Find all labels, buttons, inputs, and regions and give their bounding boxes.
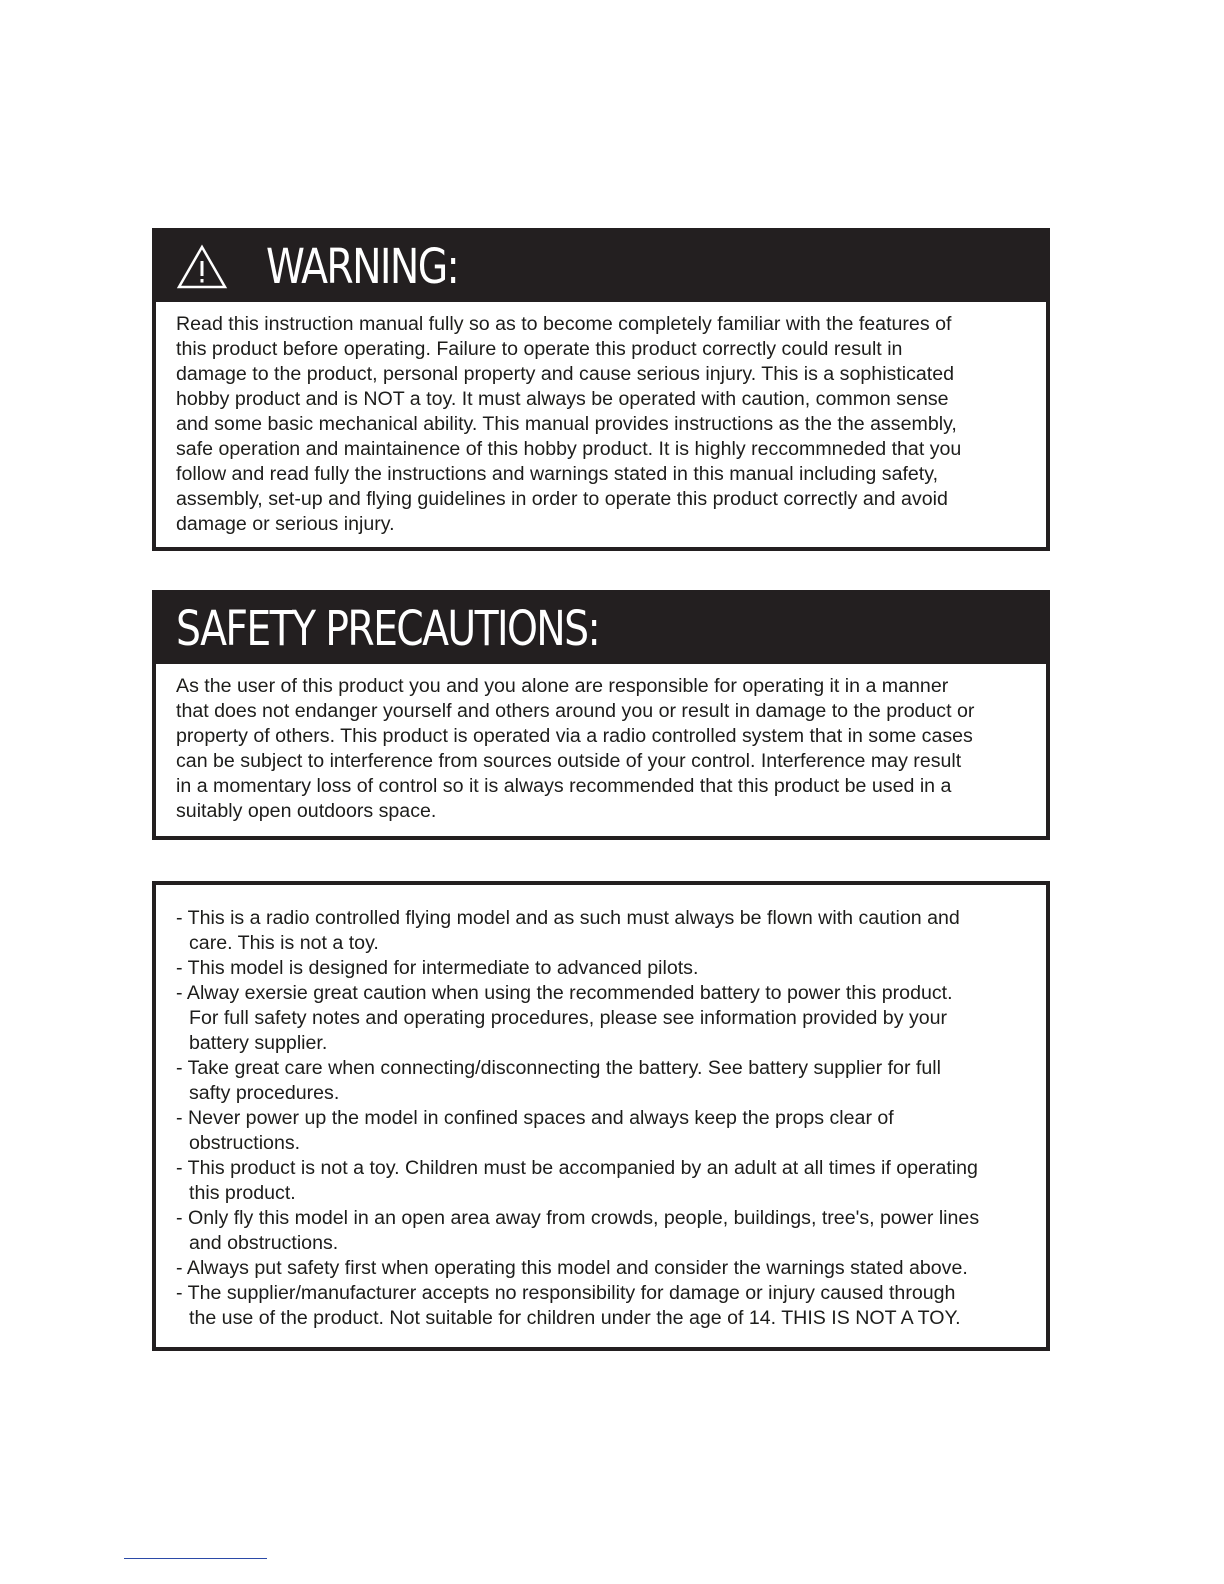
list-item [176,1281,1028,1331]
list-item [176,1206,1028,1256]
list-item [176,981,1028,1056]
list-item-line: and obstructions. [189,1232,339,1254]
list-item-line: - Always put safety first when operating this model and consider the warnings stated above. [176,1257,968,1279]
text-line: damage to the product, personal property and cause serious injury. This is a sophisticated [176,363,955,385]
safety-header [156,594,1046,664]
text-line: follow and read fully the instructions and warnings stated in this manual including safety, [176,463,939,485]
safety-title: SAFETY PRECAUTIONS: [176,601,600,657]
safety-body [156,664,1046,836]
text-line: in a momentary loss of control so it is always recommended that this product be used in a [176,775,952,797]
list-item-line: - Only fly this model in an open area away from crowds, people, buildings, tree's, power lines [176,1207,980,1229]
list-item-line: - Alway exersie great caution when using the recommended battery to power this product. [176,982,953,1004]
list-item-line: - The supplier/manufacturer accepts no responsibility for damage or injury caused through [176,1282,956,1304]
text-line: suitably open outdoors space. [176,800,437,822]
safety-precautions-box [152,590,1050,840]
precautions-list-box [152,881,1050,1351]
text-line: property of others. This product is operated via a radio controlled system that in some cases [176,725,973,747]
list-item-line: - This model is designed for intermediate to advanced pilots. [176,957,699,979]
list-item [176,956,1028,981]
text-line: assembly, set-up and flying guidelines in order to operate this product correctly and avoid [176,488,948,510]
warning-title: WARNING: [266,239,459,295]
list-item-line: battery supplier. [189,1032,328,1054]
list-item-line: this product. [189,1182,296,1204]
text-line: hobby product and is NOT a toy. It must always be operated with caution, common sense [176,388,949,410]
list-item [176,1256,1028,1281]
warning-box [152,228,1050,551]
list-item-line: - This product is not a toy. Children must be accompanied by an adult at all times if operating [176,1157,978,1179]
text-line: safe operation and maintainence of this hobby product. It is highly reccommneded that you [176,438,962,460]
text-line: this product before operating. Failure to operate this product correctly could result in [176,338,903,360]
list-item-line: obstructions. [189,1132,301,1154]
text-line: that does not endanger yourself and others around you or result in damage to the product or [176,700,975,722]
list-item-line: safty procedures. [189,1082,340,1104]
list-item [176,1106,1028,1156]
text-line: As the user of this product you and you alone are responsible for operating it in a manner [176,675,949,697]
list-item-line: - Take great care when connecting/disconnecting the battery. See battery supplier for full [176,1057,941,1079]
list-item [176,906,1028,956]
list-item [176,1156,1028,1206]
list-item-line: the use of the product. Not suitable for children under the age of 14. THIS IS NOT A TOY. [189,1307,961,1329]
text-line: and some basic mechanical ability. This manual provides instructions as the the assembly, [176,413,957,435]
text-line: can be subject to interference from sources outside of your control. Interference may result [176,750,962,772]
precautions-list [156,885,1046,1343]
warning-header [156,232,1046,302]
text-line: damage or serious injury. [176,513,395,535]
footer-rule [124,1558,267,1559]
list-item-line: care. This is not a toy. [189,932,379,954]
warning-triangle-icon [176,244,228,290]
list-item-line: For full safety notes and operating procedures, please see information provided by your [189,1007,948,1029]
text-line: Read this instruction manual fully so as to become completely familiar with the features of [176,313,952,335]
warning-body [156,302,1046,549]
list-item-line: - This is a radio controlled flying model and as such must always be flown with caution and [176,907,960,929]
list-item-line: - Never power up the model in confined spaces and always keep the props clear of [176,1107,894,1129]
list-item [176,1056,1028,1106]
